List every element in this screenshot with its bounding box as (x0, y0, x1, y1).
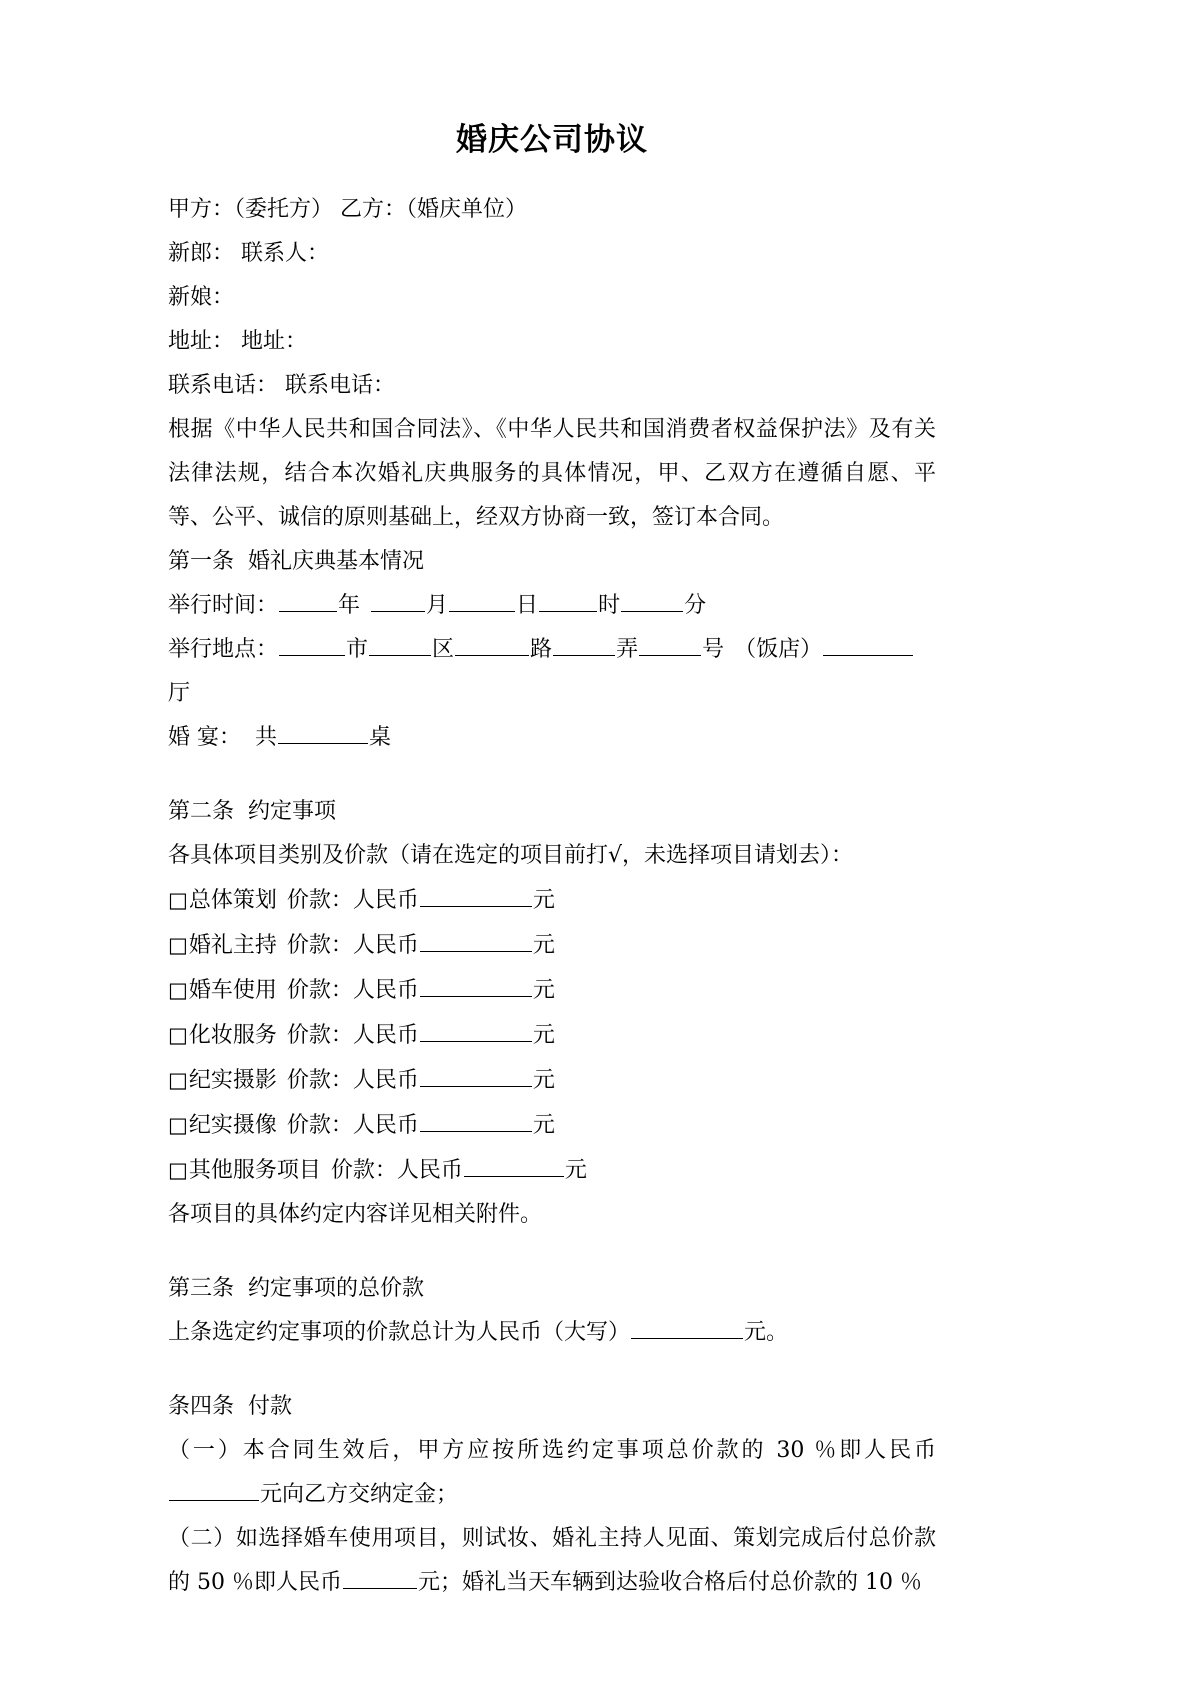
unit-month: 月 (426, 593, 449, 618)
checkbox-icon[interactable]: □ (168, 978, 188, 1002)
unit-minute: 分 (684, 593, 707, 618)
service-price-label: 价款：人民币 (286, 933, 419, 958)
currency-unit: 元 (532, 933, 555, 958)
checkbox-icon[interactable]: □ (168, 1158, 188, 1182)
day-blank[interactable] (449, 590, 515, 612)
hotel-blank[interactable] (823, 634, 913, 656)
service-price-label: 价款：人民币 (286, 1023, 419, 1048)
currency-unit: 元 (532, 978, 555, 1003)
unit-lane: 弄 (616, 637, 639, 662)
minute-blank[interactable] (621, 590, 683, 612)
ceremony-place-label: 举行地点： (168, 637, 279, 662)
unit-day: 日 (516, 593, 539, 618)
unit-district: 区 (432, 637, 455, 662)
ceremony-place-line (168, 628, 936, 672)
ceremony-hall-line: 厅 (168, 681, 191, 706)
clause4-item1-text-b: 元向乙方交纳定金； (260, 1482, 459, 1507)
service-price-blank[interactable] (420, 1020, 532, 1042)
service-item-row[interactable] (168, 1148, 936, 1193)
bride-line: 新娘： (168, 285, 235, 310)
checkbox-icon[interactable]: □ (168, 933, 188, 957)
service-price-label: 价款：人民币 (286, 1068, 419, 1093)
clause3-text-b: 元。 (744, 1320, 789, 1345)
service-item-row[interactable] (168, 1103, 936, 1148)
service-item-name: 化妆服务 (188, 1023, 277, 1048)
service-item-name: 婚车使用 (188, 978, 277, 1003)
clause4-item-2 (168, 1517, 936, 1605)
unit-year: 年 (338, 593, 361, 618)
section-gap-1 (168, 760, 936, 790)
clause4-heading: 条四条 付款 (168, 1394, 292, 1419)
service-price-blank[interactable] (420, 1110, 532, 1132)
section-gap-2 (168, 1237, 936, 1267)
service-item-row[interactable] (168, 923, 936, 968)
checkbox-icon[interactable]: □ (168, 888, 188, 912)
ceremony-time-line (168, 584, 936, 628)
clause3-total-line (168, 1311, 936, 1355)
clause2-intro: 各具体项目类别及价款（请在选定的项目前打√，未选择项目请划去）： (168, 843, 854, 868)
groom-line: 新郎： 联系人： (168, 241, 329, 266)
city-blank[interactable] (279, 634, 345, 656)
service-price-label: 价款：人民币 (286, 888, 419, 913)
currency-unit: 元 (564, 1158, 587, 1183)
unit-city: 市 (346, 637, 369, 662)
service-price-blank[interactable] (420, 1065, 532, 1087)
total-amount-blank[interactable] (631, 1317, 743, 1339)
unit-road: 路 (530, 637, 553, 662)
checkbox-icon[interactable]: □ (168, 1023, 188, 1047)
currency-unit: 元 (532, 1113, 555, 1138)
service-item-name: 总体策划 (188, 888, 277, 913)
unit-number: 号 (702, 637, 725, 662)
unit-hour: 时 (598, 593, 621, 618)
service-price-label: 价款：人民币 (286, 1113, 419, 1138)
second-payment-blank[interactable] (343, 1567, 417, 1589)
banquet-unit: 桌 (368, 725, 391, 750)
currency-unit: 元 (532, 888, 555, 913)
hour-blank[interactable] (539, 590, 597, 612)
district-blank[interactable] (369, 634, 431, 656)
service-price-label: 价款：人民币 (286, 978, 419, 1003)
service-item-name: 婚礼主持 (188, 933, 277, 958)
service-price-blank[interactable] (420, 885, 532, 907)
clause4-item-1 (168, 1429, 936, 1517)
checkbox-icon[interactable]: □ (168, 1113, 188, 1137)
number-blank[interactable] (639, 634, 701, 656)
clause3-heading: 第三条 约定事项的总价款 (168, 1276, 424, 1301)
page-title: 婚庆公司协议 (456, 122, 648, 158)
clause1-heading: 第一条 婚礼庆典基本情况 (168, 549, 424, 574)
banquet-line (168, 716, 936, 760)
clause3-text-a: 上条选定约定事项的价款总计为人民币（大写） (168, 1320, 631, 1345)
document-body (168, 118, 936, 1605)
address-line: 地址： 地址： (168, 329, 307, 354)
section-gap-3 (168, 1355, 936, 1385)
clause2-heading: 第二条 约定事项 (168, 799, 336, 824)
clause2-note: 各项目的具体约定内容详见相关附件。 (168, 1202, 543, 1227)
hotel-label: （饭店） (734, 637, 823, 662)
service-item-row[interactable] (168, 1058, 936, 1103)
phone-line: 联系电话： 联系电话： (168, 373, 395, 398)
service-price-blank[interactable] (420, 930, 532, 952)
year-blank[interactable] (279, 590, 337, 612)
road-blank[interactable] (455, 634, 529, 656)
service-item-row[interactable] (168, 1013, 936, 1058)
service-price-blank[interactable] (464, 1155, 564, 1177)
checkbox-icon[interactable]: □ (168, 1068, 188, 1092)
lane-blank[interactable] (553, 634, 615, 656)
clause4-item1-text-a: （一）本合同生效后，甲方应按所选约定事项总价款的 30 ％即人民币 (168, 1438, 936, 1463)
currency-unit: 元 (532, 1068, 555, 1093)
preamble-paragraph: 根据《中华人民共和国合同法》、《中华人民共和国消费者权益保护法》及有关法律法规，结合本次婚礼庆典服务的具体情况，甲、乙双方在遵循自愿、平等、公平、诚信的原则基础上，经双方协商一致，签订本合同。 (168, 417, 936, 530)
currency-unit: 元 (532, 1023, 555, 1048)
banquet-label: 婚 宴： 共 (168, 725, 277, 750)
ceremony-time-label: 举行时间： (168, 593, 279, 618)
deposit-amount-blank[interactable] (169, 1479, 259, 1501)
clause4-item2-text-a: （二）如选择婚车使用项目，则试妆、婚礼主持人见面、策划完成后付总价款的 50 ％即人民币 (168, 1526, 936, 1595)
service-price-label: 价款：人民币 (330, 1158, 463, 1183)
service-item-name: 纪实摄影 (188, 1068, 277, 1093)
service-item-name: 纪实摄像 (188, 1113, 277, 1138)
parties-line: 甲方：（委托方） 乙方：（婚庆单位） (168, 197, 527, 222)
month-blank[interactable] (371, 590, 425, 612)
service-item-name: 其他服务项目 (188, 1158, 321, 1183)
service-price-blank[interactable] (420, 975, 532, 997)
service-item-row[interactable] (168, 968, 936, 1013)
banquet-tables-blank[interactable] (278, 722, 368, 744)
clause4-item2-text-b: 元；婚礼当天车辆到达验收合格后付总价款的 10 ％ (417, 1570, 922, 1595)
service-item-row[interactable] (168, 878, 936, 923)
